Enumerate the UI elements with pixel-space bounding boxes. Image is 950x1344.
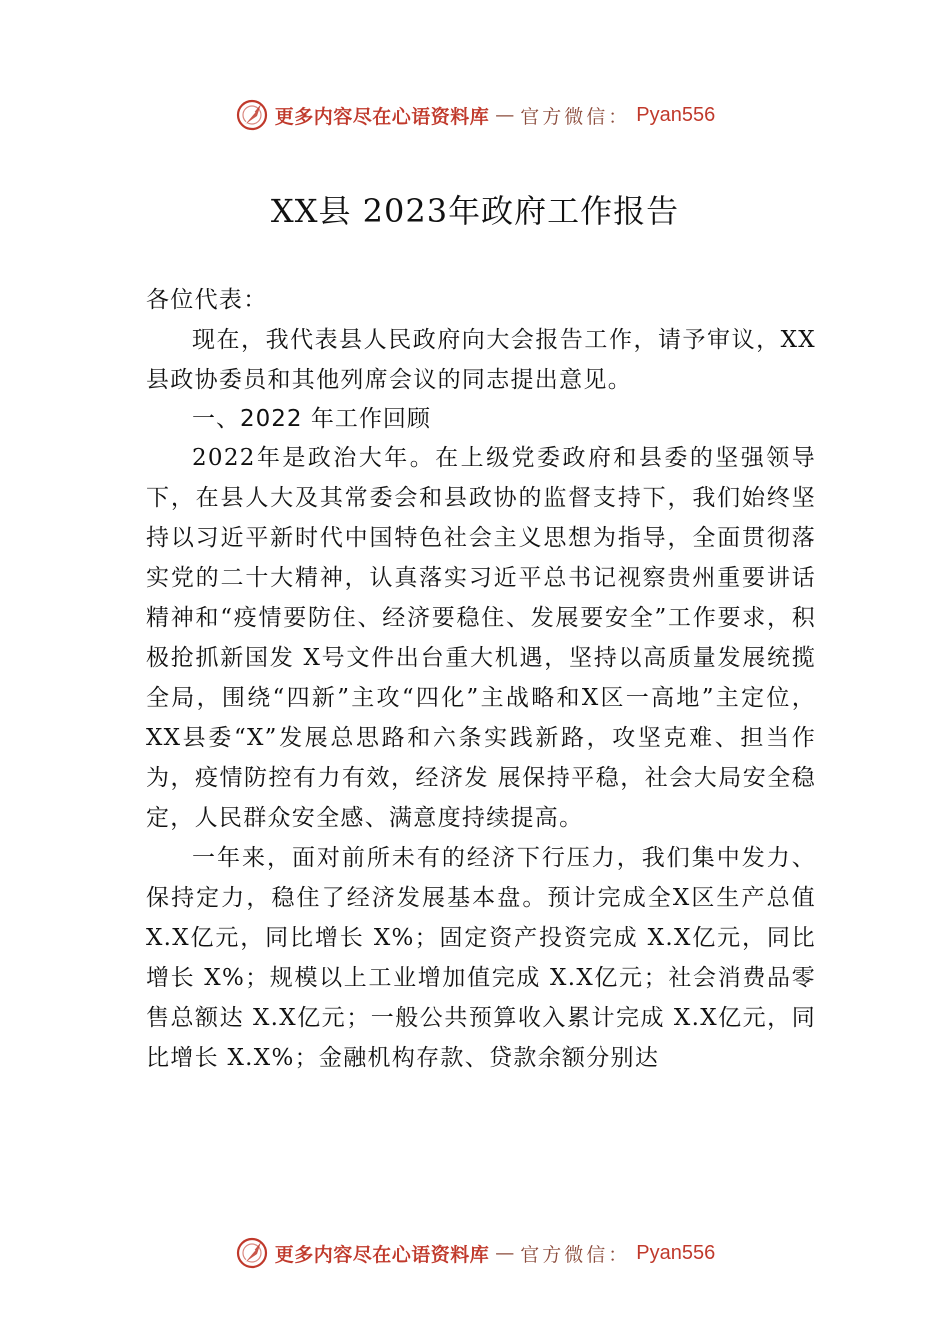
watermark-brand: 更多内容尽在心语资料库 <box>274 105 490 128</box>
watermark-banner-top <box>0 95 950 135</box>
watermark-wechat-label: 官方微信： <box>520 1243 631 1266</box>
document-body <box>146 280 816 1078</box>
watermark-brand: 更多内容尽在心语资料库 <box>274 1243 490 1266</box>
watermark-wechat-id: Pyan556 <box>636 103 716 126</box>
watermark-separator: — <box>495 104 515 126</box>
watermark-wechat-id: Pyan556 <box>636 1241 716 1264</box>
section-heading: 一、2022 年工作回顾 <box>192 406 431 432</box>
intro-paragraph: 现在，我代表县人民政府向大会报告工作，请予审议，XX县政协委员和其他列席会议的同志提出意见。 <box>146 327 816 393</box>
body-paragraph-2: 一年来，面对前所未有的经济下行压力，我们集中发力、保持定力，稳住了经济发展基本盘。预计完成全X区生产总值 X.X亿元，同比增长 X%；固定资产投资完成 X.X亿元，同比增长 X%；规模以上工业增加值完成 X.X亿元；社会消费品零售总额达 X.X亿元；一般公共预算收入累计完成 X.X亿元，同比增长 X.X%；金融机构存款、贷款余额分别达 <box>146 845 816 1071</box>
document-title: XX县 2023年政府工作报告 <box>270 192 680 230</box>
quill-logo-icon <box>235 98 269 132</box>
body-paragraph-1: 2022年是政治大年。在上级党委政府和县委的坚强领导下，在县人大及其常委会和县政协的监督支持下，我们始终坚持以习近平新时代中国特色社会主义思想为指导，全面贯彻落实党的二十大精神，认真落实习近平总书记视察贵州重要讲话精神和“疫情要防住、经济要稳住、发展要安全”工作要求，积极抢抓新国发 X号文件出台重大机遇，坚持以高质量发展统揽全局，围绕“四新”主攻“四化”主战略和X区一高地”主定位，XX县委“X”发展总思路和六条实践新路，攻坚克难、担当作为，疫情防控有力有效，经济发 展保持平稳，社会大局安全稳定，人民群众安全感、满意度持续提高。 <box>146 445 816 831</box>
watermark-banner-bottom <box>0 1233 950 1273</box>
watermark-separator: — <box>495 1242 515 1264</box>
watermark-wechat-label: 官方微信： <box>520 105 631 128</box>
salutation: 各位代表： <box>146 287 268 313</box>
quill-logo-icon <box>235 1236 269 1270</box>
